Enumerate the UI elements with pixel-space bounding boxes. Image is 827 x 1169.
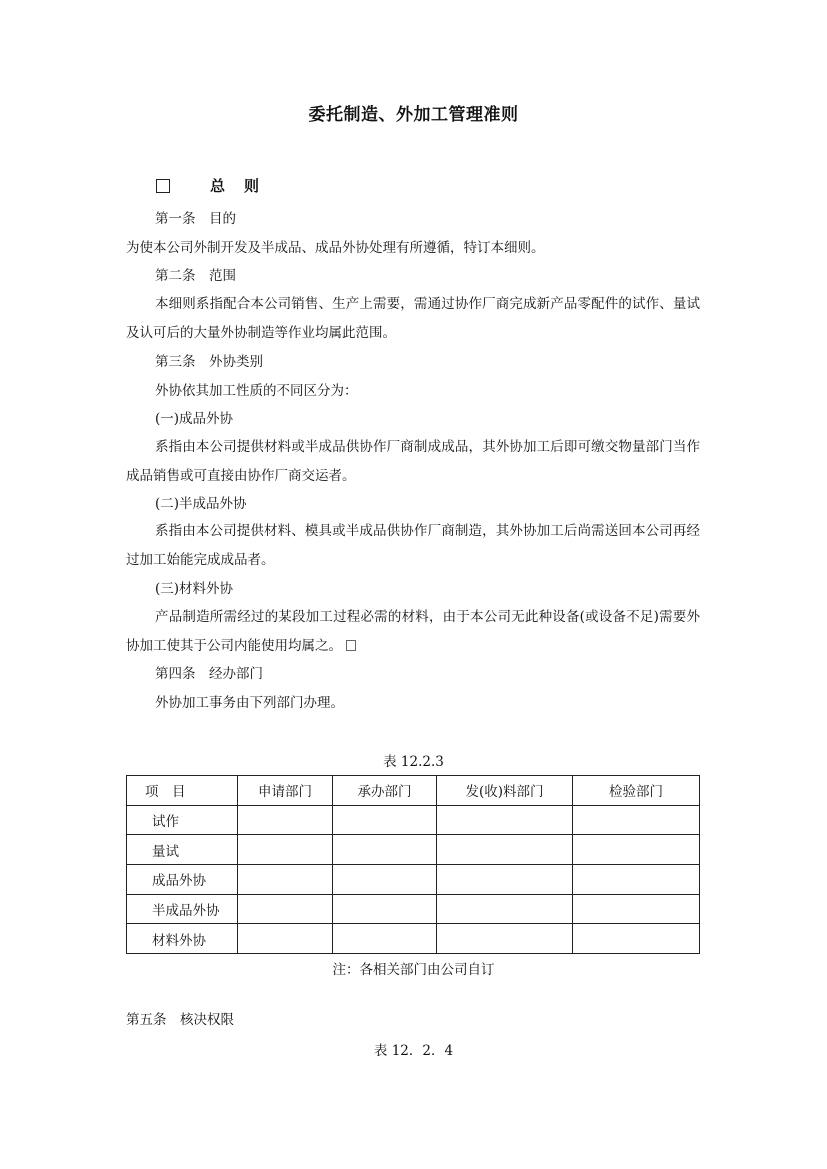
item-1-label: (一)成品外协 (155, 411, 234, 427)
article-1-body: 为使本公司外制开发及半成品、成品外协处理有所遵循，特订本细则。 (126, 240, 545, 256)
table-cell (437, 805, 573, 835)
departments-table (126, 775, 700, 954)
table-row (127, 805, 700, 835)
table-row (127, 864, 700, 894)
article-3-heading: 第三条 外协类别 (155, 354, 263, 370)
table-cell (238, 924, 333, 954)
table-cell (238, 864, 333, 894)
table-header-cell: 承办部门 (333, 776, 437, 806)
table-cell (333, 805, 437, 835)
table-cell (333, 835, 437, 865)
item-3-label: (三)材料外协 (155, 581, 234, 597)
item-2-label: (二)半成品外协 (155, 496, 247, 512)
row-label: 半成品外协 (127, 894, 238, 924)
table-2-caption: 表 12．2．4 (373, 1043, 454, 1059)
table-cell (333, 924, 437, 954)
table-cell (573, 894, 700, 924)
row-label: 成品外协 (127, 864, 238, 894)
placeholder-box-icon (346, 640, 356, 651)
article-5-heading: 第五条 核决权限 (126, 1012, 234, 1028)
table-row (127, 894, 700, 924)
document-title: 委托制造、外加工管理准则 (308, 105, 519, 125)
table-1-caption: 表 12.2.3 (383, 754, 444, 770)
table-cell (333, 864, 437, 894)
table-row (127, 835, 700, 865)
chapter-label: 总 则 (210, 177, 262, 195)
table-cell (437, 924, 573, 954)
table-1-note: 注：各相关部门由公司自订 (332, 962, 495, 978)
table-header-cell: 申请部门 (238, 776, 333, 806)
table-cell (437, 894, 573, 924)
table-cell (573, 805, 700, 835)
item-2-body: 系指由本公司提供材料、模具或半成品供协作厂商制造，其外协加工后尚需送回本公司再经过加工始能完成成品者。 (126, 523, 700, 568)
table-header-cell: 检验部门 (573, 776, 700, 806)
table-cell (573, 864, 700, 894)
table-cell (238, 835, 333, 865)
table-cell (333, 894, 437, 924)
article-4-heading: 第四条 经办部门 (155, 666, 263, 682)
table-cell (437, 835, 573, 865)
article-4-body: 外协加工事务由下列部门办理。 (155, 695, 344, 711)
table-header-row (127, 776, 700, 806)
chapter-heading (156, 175, 261, 196)
article-3-intro: 外协依其加工性质的不同区分为： (155, 383, 358, 399)
row-label: 试作 (127, 805, 238, 835)
table-cell (573, 924, 700, 954)
table-cell (437, 864, 573, 894)
row-label: 材料外协 (127, 924, 238, 954)
table-row (127, 924, 700, 954)
item-1-body: 系指由本公司提供材料或半成品供协作厂商制成成品，其外协加工后即可缴交物量部门当作成品销售或可直接由协作厂商交运者。 (126, 439, 700, 484)
table-header-cell: 项 目 (127, 776, 238, 806)
item-3-body-wrap (126, 603, 700, 661)
article-1-heading: 第一条 目的 (155, 211, 236, 227)
table-cell (238, 805, 333, 835)
table-header-cell: 发(收)料部门 (437, 776, 573, 806)
article-2-body: 本细则系指配合本公司销售、生产上需要，需通过协作厂商完成新产品零配件的试作、量试及认可后的大量外协制造等作业均属此范围。 (126, 296, 700, 341)
item-3-body: 产品制造所需经过的某段加工过程必需的材料，由于本公司无此种设备(或设备不足)需要外协加工使其于公司内能使用均属之。 (126, 609, 700, 654)
article-2-heading: 第二条 范围 (155, 268, 236, 284)
row-label: 量试 (127, 835, 238, 865)
checkbox-square-icon (156, 179, 170, 193)
table-cell (238, 894, 333, 924)
table-cell (573, 835, 700, 865)
